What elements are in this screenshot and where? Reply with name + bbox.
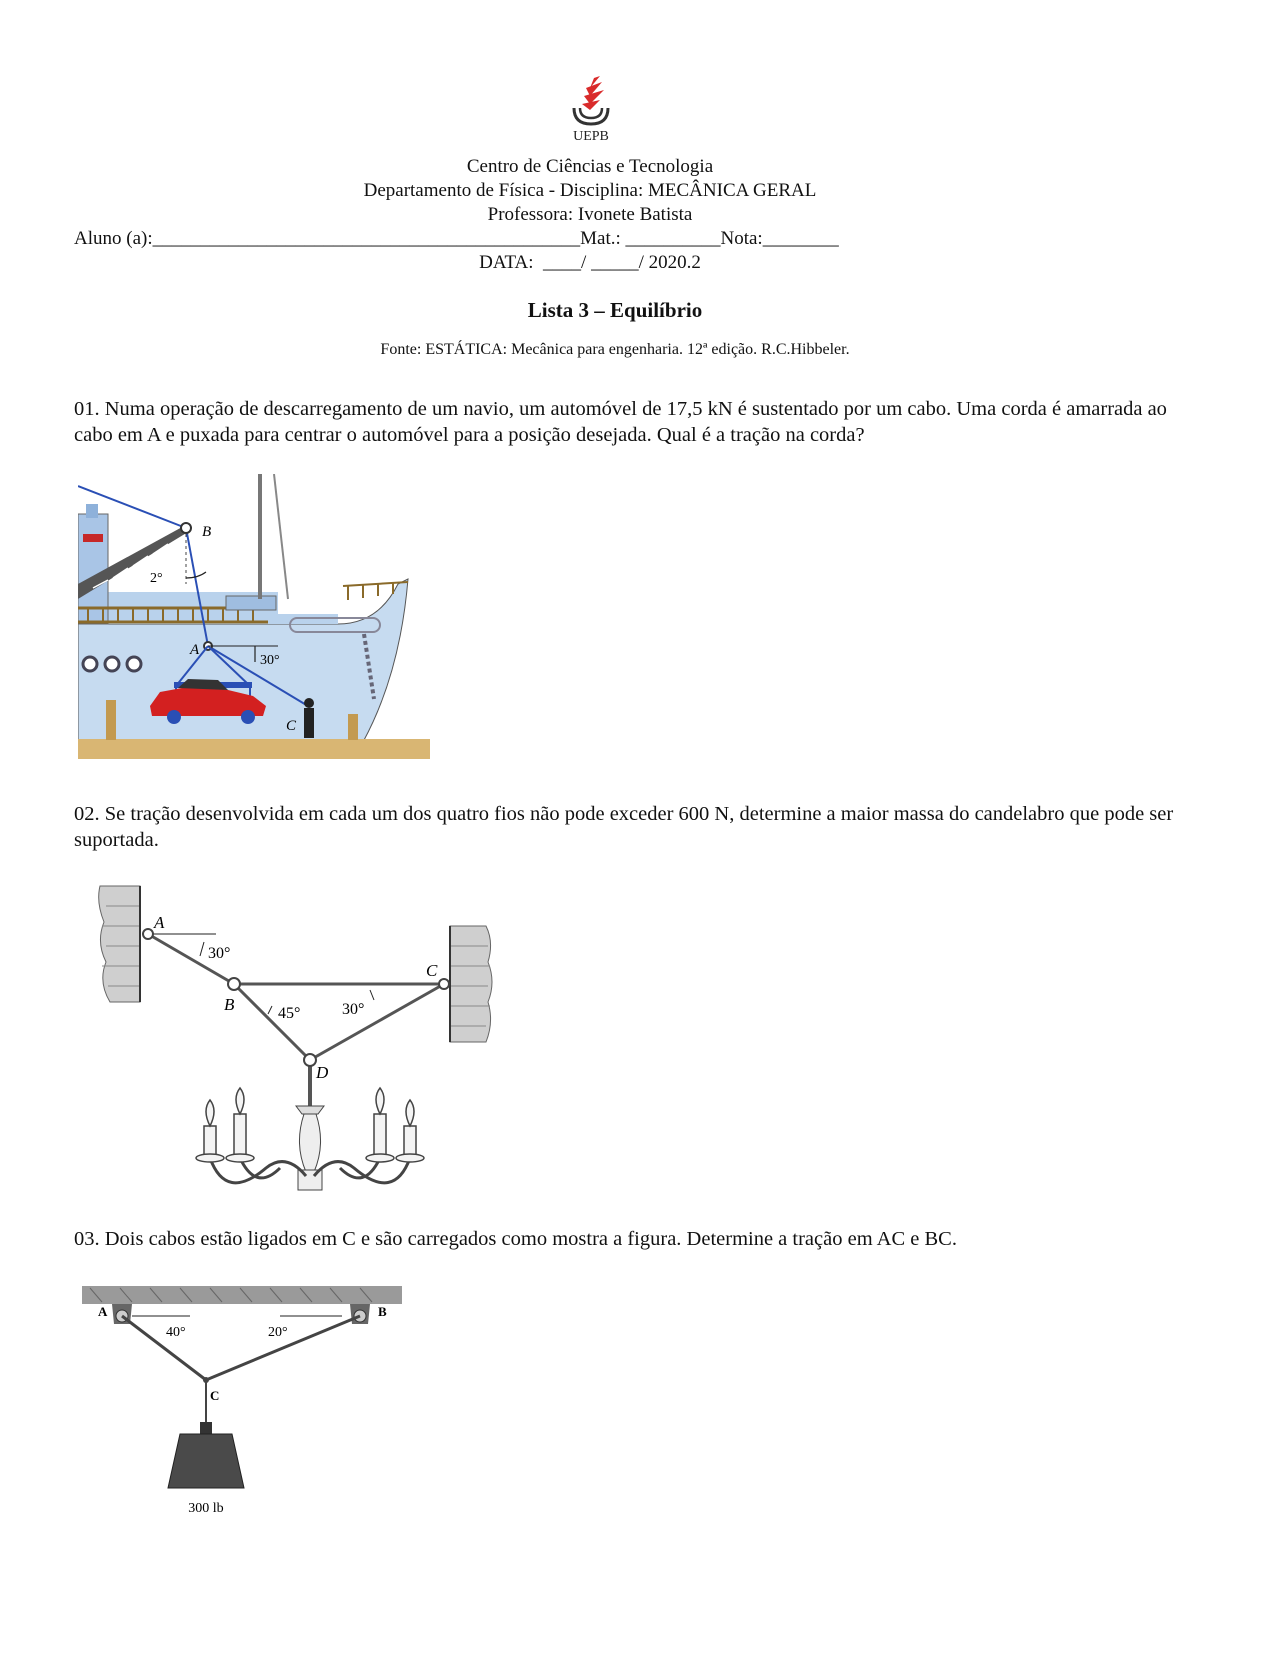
angle-b: 45° (278, 1005, 301, 1022)
question-1-text: 01. Numa operação de descarregamento de um navio, um automóvel de 17,5 kN é sustentado por um cabo. Uma corda é amarrada ao cabo em A e puxada para centrar o automóvel para a posição desejada. Qual é a tração na corda? (74, 398, 1167, 446)
header-department: Departamento de Física - Disciplina: MECÂNICA GERAL (363, 180, 817, 201)
angle-c: 30° (342, 1001, 365, 1018)
label-b: B (378, 1304, 387, 1319)
cables-weight-figure (80, 1282, 410, 1542)
angle-b: 20° (268, 1325, 288, 1340)
label-c: C (426, 961, 438, 980)
angle-a: 40° (166, 1325, 186, 1340)
question-3-text: 03. Dois cabos estão ligados em C e são carregados como mostra a figura. Determine a tração em AC e BC. (74, 1228, 957, 1250)
student-line: Aluno (a):_____________________________________________Mat.: __________Nota:________ (74, 228, 839, 249)
label-a: A (98, 1304, 108, 1319)
logo-text: UEPB (573, 129, 609, 144)
uepb-logo (560, 74, 622, 144)
date-line: DATA: ____/ _____/ 2020.2 (479, 252, 701, 273)
label-d: D (316, 1063, 329, 1082)
chandelier-figure (96, 882, 516, 1194)
weight-label: 300 lb (188, 1501, 224, 1516)
angle-2: 2° (150, 571, 163, 586)
label-c: C (210, 1388, 220, 1403)
source-line: Fonte: ESTÁTICA: Mecânica para engenharia. 12ª edição. R.C.Hibbeler. (380, 341, 850, 358)
label-b: B (202, 524, 212, 540)
ship-crane-figure (78, 474, 430, 762)
question-2-text: 02. Se tração desenvolvida em cada um dos quatro fios não pode exceder 600 N, determine a maior massa do candelabro que pode ser suportada. (74, 803, 1174, 851)
angle-a: 30° (208, 945, 231, 962)
label-c: C (286, 718, 297, 734)
header-professor: Professora: Ivonete Batista (487, 204, 693, 225)
label-a: A (154, 913, 165, 932)
page-title: Lista 3 – Equilíbrio (527, 298, 703, 322)
header-center: Centro de Ciências e Tecnologia (466, 156, 714, 177)
label-a: A (190, 642, 200, 658)
angle-30: 30° (260, 653, 280, 668)
label-b: B (224, 995, 235, 1014)
